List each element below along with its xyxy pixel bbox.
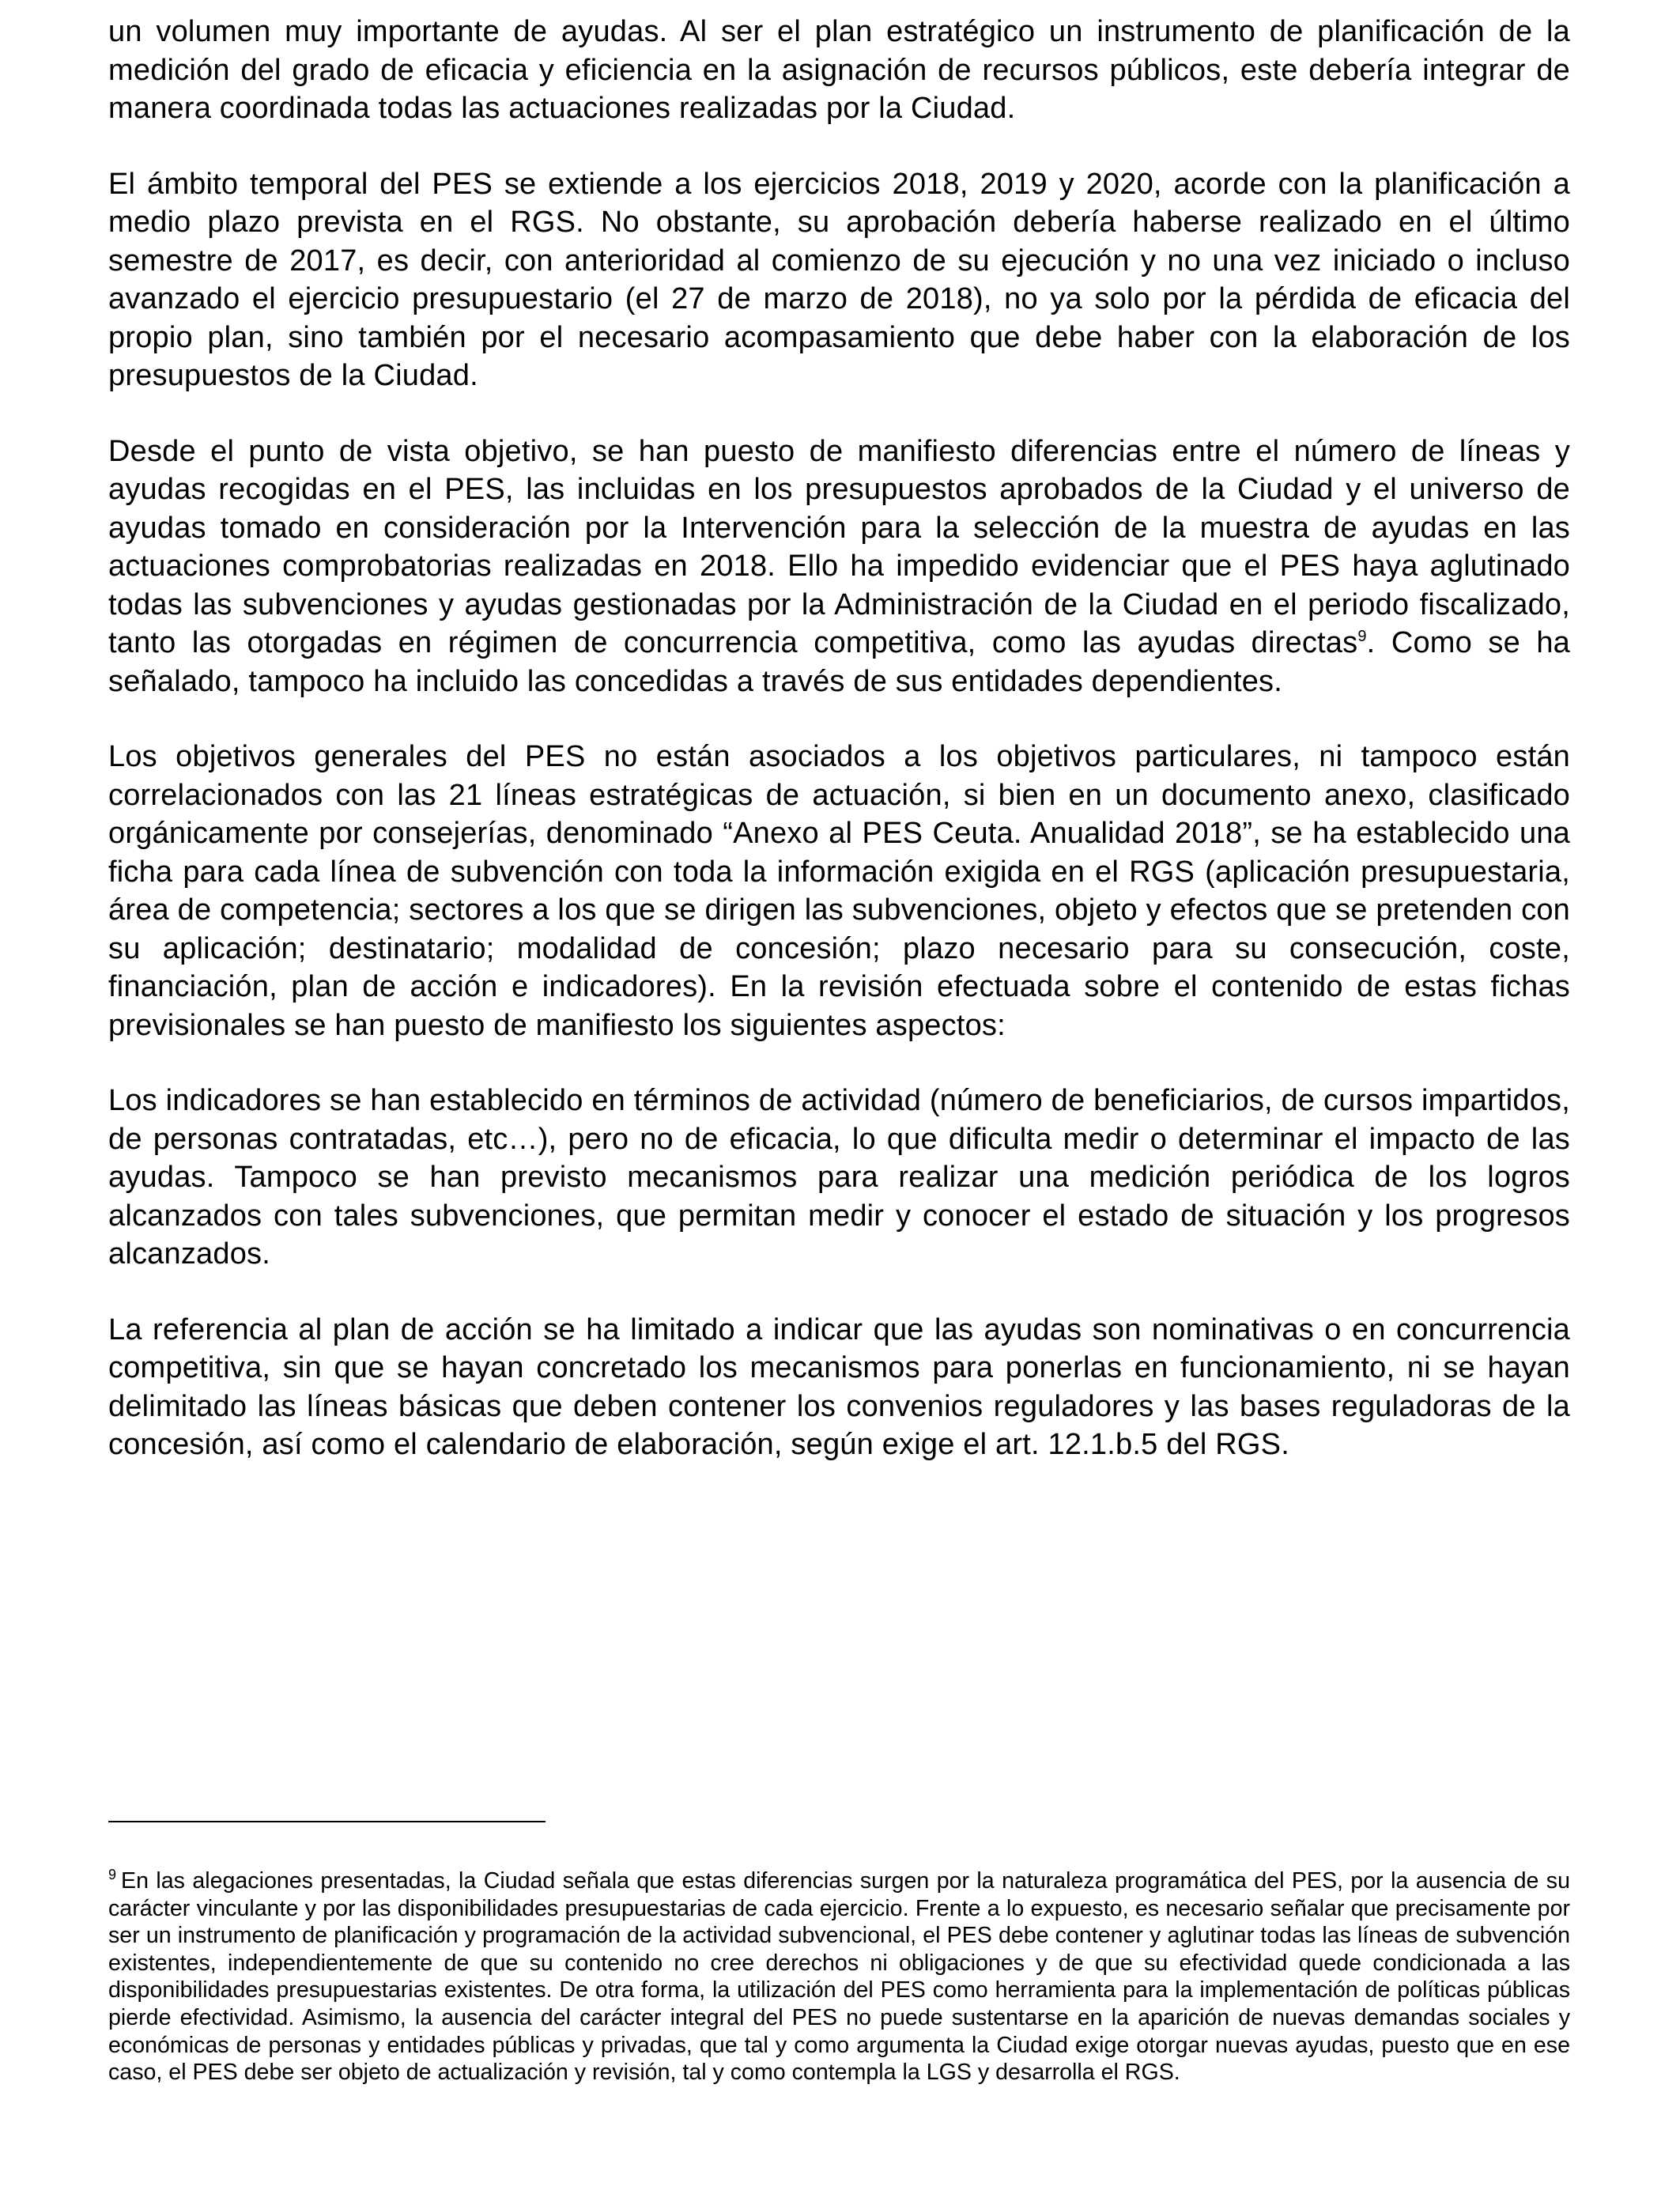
- paragraph-1: un volumen muy importante de ayudas. Al ser el plan estratégico un instrumento de planificación de la medición del grado de eficacia y eficiencia en la asignación de recursos públicos, este debería integrar de manera coordinada todas las actuaciones realizadas por la Ciudad.: [108, 15, 1570, 125]
- footnote-number: 9: [108, 1867, 117, 1882]
- paragraph-2: El ámbito temporal del PES se extiende a los ejercicios 2018, 2019 y 2020, acorde con la planificación a medio plazo prevista en el RGS. No obstante, su aprobación debería haberse realizado en el último semestre de 2017, es decir, con anterioridad al comienzo de su ejecución y no una vez iniciado o incluso avanzado el ejercicio presupuestario (el 27 de marzo de 2018), no ya solo por la pérdida de eficacia del propio plan, sino también por el necesario acompasamiento que debe haber con la elaboración de los presupuestos de la Ciudad.: [108, 167, 1570, 392]
- paragraph-3-text: Desde el punto de vista objetivo, se han puesto de manifiesto diferencias entre el número de líneas y ayudas recogidas en el PES, las incluidas en los presupuestos aprobados de la Ciudad y el universo de ayudas tomado en consideración por la Intervención para la selección de la muestra de ayudas en las actuaciones comprobatorias realizadas en 2018. Ello ha impedido evidenciar que el PES haya aglutinado todas las subvenciones y ayudas gestionadas por la Administración de la Ciudad en el periodo fiscalizado, tanto las otorgadas en régimen de concurrencia competitiva, como las ayudas directas: [108, 434, 1570, 659]
- paragraph-3: [108, 432, 1570, 701]
- paragraph-6: La referencia al plan de acción se ha limitado a indicar que las ayudas son nominativas o en concurrencia competitiva, sin que se hayan concretado los mecanismos para ponerlas en funcionamiento, ni se hayan delimitado las líneas básicas que deben contener los convenios reguladores y las bases reguladoras de la concesión, así como el calendario de elaboración, según exige el art. 12.1.b.5 del RGS.: [108, 1312, 1570, 1461]
- body-text: [108, 13, 1570, 1501]
- paragraph-3-text-continued: . Como se ha señalado, tampoco ha incluido las concedidas a través de sus entidades dependientes.: [108, 626, 1570, 698]
- footnote-text: En las alegaciones presentadas, la Ciudad señala que estas diferencias surgen por la naturaleza programática del PES, por la ausencia de su carácter vinculante y por las disponibilidades presupuestarias de cada ejercicio. Frente a lo expuesto, es necesario señalar que precisamente por ser un instrumento de planificación y programación de la actividad subvencional, el PES debe contener y aglutinar todas las líneas de subvención existentes, independientemente de que su contenido no cree derechos ni obligaciones y de que su efectividad quede condicionada a las disponibilidades presupuestarias existentes. De otra forma, la utilización del PES como herramienta para la implementación de políticas públicas pierde efectividad. Asimismo, la ausencia del carácter integral del PES no puede sustentarse en la aparición de nuevas demandas sociales y económicas de personas y entidades públicas y privadas, que tal y como argumenta la Ciudad exige otorgar nuevas ayudas, puesto que en ese caso, el PES debe ser objeto de actualización y revisión, tal y como contempla la LGS y desarrolla el RGS.: [108, 1868, 1570, 2086]
- paragraph-4: Los objetivos generales del PES no están asociados a los objetivos particulares, ni tampoco están correlacionados con las 21 líneas estratégicas de actuación, si bien en un documento anexo, clasificado orgánicamente por consejerías, denominado “Anexo al PES Ceuta. Anualidad 2018”, se ha establecido una ficha para cada línea de subvención con toda la información exigida en el RGS (aplicación presupuestaria, área de competencia; sectores a los que se dirigen las subvenciones, objeto y efectos que se pretenden con su aplicación; destinatario; modalidad de concesión; plazo necesario para su consecución, coste, financiación, plan de acción e indicadores). En la revisión efectuada sobre el contenido de estas fichas previsionales se han puesto de manifiesto los siguientes aspectos:: [108, 740, 1570, 1042]
- footnote-reference-9[interactable]: 9: [1357, 628, 1367, 645]
- footnote-9: [108, 1867, 1570, 2086]
- footnote-separator: [108, 1821, 546, 1822]
- paragraph-5: Los indicadores se han establecido en términos de actividad (número de beneficiarios, de cursos impartidos, de personas contratadas, etc…), pero no de eficacia, lo que dificulta medir o determinar el impacto de las ayudas. Tampoco se han previsto mecanismos para realizar una medición periódica de los logros alcanzados con tales subvenciones, que permitan medir y conocer el estado de situación y los progresos alcanzados.: [108, 1084, 1570, 1271]
